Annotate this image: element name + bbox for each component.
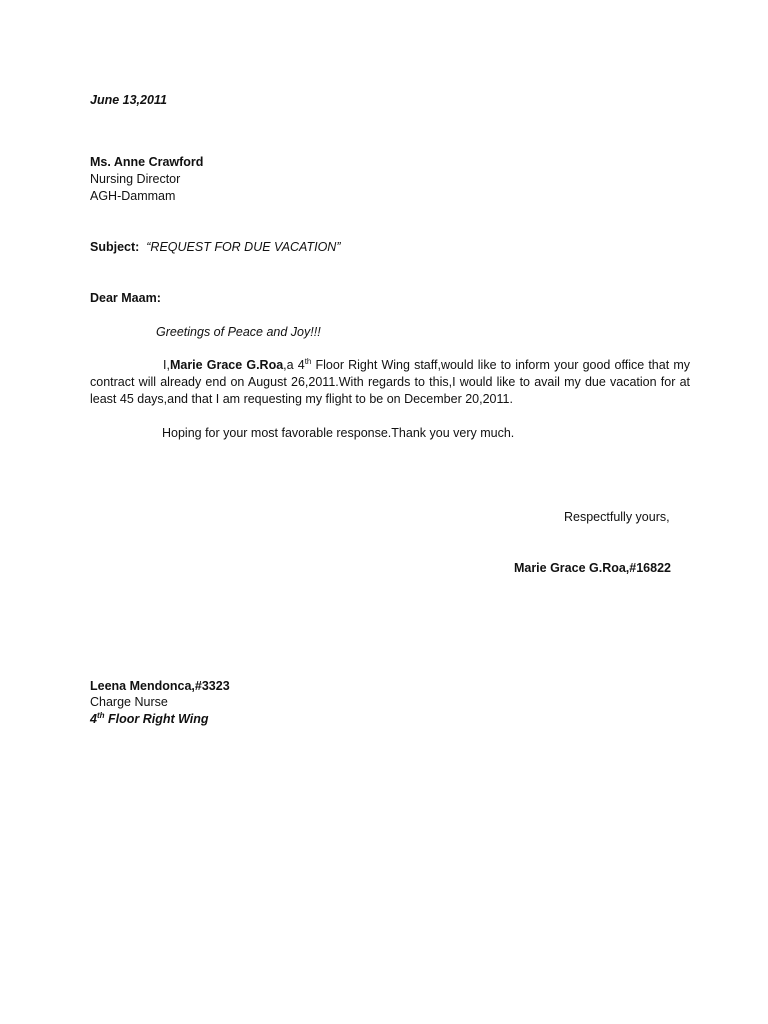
endorser-unit-superscript: th xyxy=(96,710,105,720)
recipient-title: Nursing Director xyxy=(90,172,181,186)
endorser-unit-rest: Floor Right Wing xyxy=(104,712,209,726)
body-mid: ,a 4 xyxy=(283,358,305,372)
body-paragraph xyxy=(90,357,690,408)
body-prefix: I, xyxy=(163,358,170,372)
endorser-title: Charge Nurse xyxy=(90,695,168,709)
subject-line xyxy=(90,239,341,256)
letter-date: June 13,2011 xyxy=(90,93,167,107)
recipient-organization: AGH-Dammam xyxy=(90,189,176,203)
closing-line: Hoping for your most favorable response.Thank you very much. xyxy=(162,426,515,440)
body-sender-name: Marie Grace G.Roa xyxy=(169,358,284,372)
endorser-name: Leena Mendonca,#3323 xyxy=(90,679,230,693)
body-rest: Floor Right Wing staff,would like to inform your good office that my contract will already end on August 26,2011.With regards to this,I would like to avail my due vacation for at least 45 days,and that I am requesting my flight to be on December 20,2011. xyxy=(90,358,690,406)
salutation: Dear Maam: xyxy=(90,291,161,305)
subject-label: Subject: xyxy=(90,240,140,254)
greeting-line: Greetings of Peace and Joy!!! xyxy=(156,325,321,339)
subject-text: “REQUEST FOR DUE VACATION” xyxy=(146,240,341,254)
endorser-unit-number: 4 xyxy=(90,712,97,726)
endorser-unit xyxy=(90,711,209,728)
signature-name: Marie Grace G.Roa,#16822 xyxy=(513,561,671,575)
complimentary-close: Respectfully yours, xyxy=(564,510,670,524)
body-superscript: th xyxy=(304,356,312,366)
recipient-name: Ms. Anne Crawford xyxy=(90,155,204,169)
